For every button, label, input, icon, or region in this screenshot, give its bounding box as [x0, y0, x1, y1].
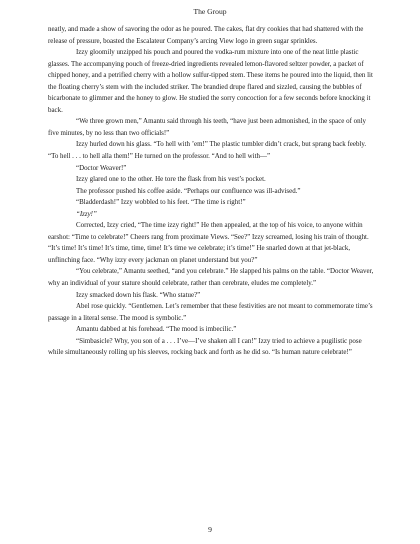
paragraph: “We three grown men,” Amantu said through his teeth, “have just been admonished, in the space of only five minutes, by no less than two officials!” [48, 117, 366, 137]
paragraph: The professor pushed his coffee aside. “Perhaps our confluence was ill-advised.” [76, 186, 301, 195]
paragraph: Amantu dabbed at his forehead. “The mood is imbecilic.” [76, 325, 237, 334]
paragraph: Corrected, Izzy cried, “The time izzy right!” He then appealed, at the top of his voice, to anyone within earshot: “Time to celebrate!” Cheers rang from proximate Views. “See?” Izzy screamed, losing his train of thought. “It’s time! It’s time! It’s time, time, time! It’s time we celebrate; it’s time!” He snarled down at that jet-black, unflinching face. “Why izzy every jackman on planet understand but you?” [48, 221, 369, 264]
paragraph: Izzy glared one to the other. He tore the flask from his vest’s pocket. [76, 175, 266, 184]
paragraph: “Doctor Weaver!” [76, 163, 127, 172]
paragraph: “You celebrate,” Amantu seethed, “and you celebrate.” He slapped his palms on the table. “Doctor Weaver, why an individual of your stature should celebrate, rather than cerebrate, eludes me completely.” [48, 267, 374, 288]
body-text [48, 24, 375, 359]
paragraph: “Simbasicle? Why, you son of a . . . I’ve—I’ve shaken all I can!” Izzy tried to achieve a pugilistic pose while simultaneously rolling up his sleeves, rocking back and forth as he did so. “Is human nature celebrate!” [48, 336, 362, 357]
page-number: 9 [208, 525, 212, 534]
paragraph: Izzy hurled down his glass. “To hell with ’em!” The plastic tumbler didn’t crack, but sprang back feebly. “To hell . . . to hell alla them!” He turned on the professor. “And to hell with—” [48, 140, 367, 161]
paragraph: neatly, and made a show of savoring the odor as he poured. The cakes, flat dry cookies that had shattered with the release of pressure, boasted the Escalateur Company’s arcing View logo in green sugar sprinkles. [48, 25, 364, 45]
paragraph: “Izzy!” [76, 209, 97, 218]
running-head: The Group [193, 7, 227, 16]
paragraph: “Bladderdash!” Izzy wobbled to his feet. “The time is right!” [76, 198, 246, 207]
paragraph: Abel rose quickly. “Gentlemen. Let’s remember that these festivities are not meant to commemorate time’s passage in a literal sense. The mood is symbolic.” [48, 302, 373, 322]
paragraph: Izzy gloomily unzipped his pouch and poured the vodka-rum mixture into one of the neat little plastic glasses. The accompanying pouch of freeze-dried ingredients revealed lemon-flavored seltzer powder, a packet of chipped honey, and a petrified cherry with a hollow sulfur-tipped stem. These items he poured into the liquid, then lit the floating cherry’s stem with the included striker. The brandied drupe flared and sizzled, causing the bubbles of bicarbonate to glimmer and the honey to glow. He studied the sorry concoction for a few seconds before knocking it back. [48, 48, 373, 114]
paragraph: Izzy smacked down his flask. “Who statue?” [76, 290, 201, 299]
